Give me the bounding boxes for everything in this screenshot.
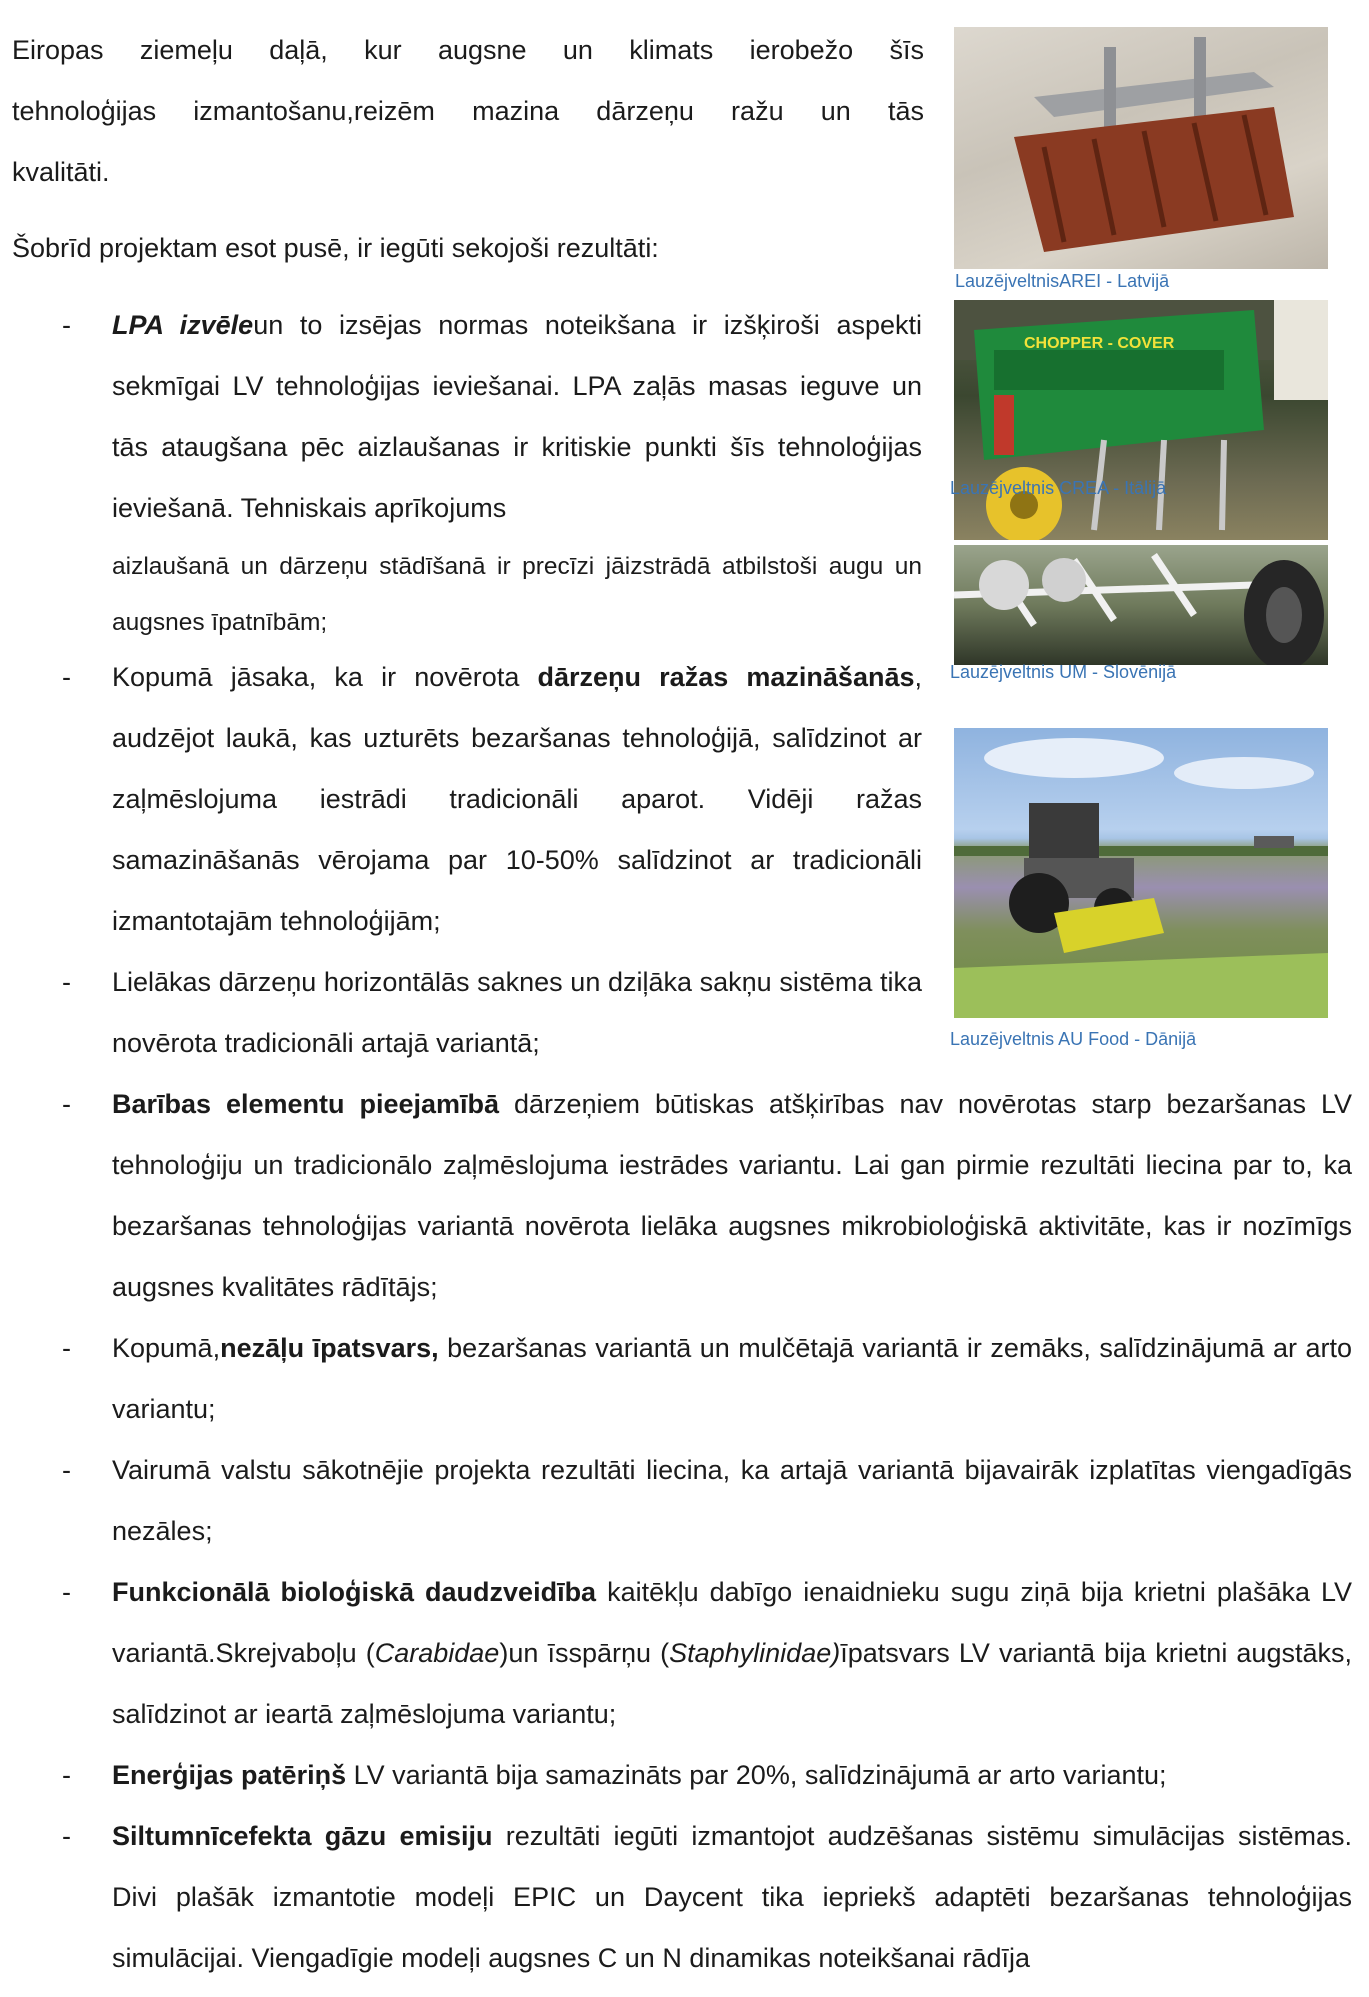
item-text: bezaršanas variantā un mulčētajā variantā ir zemāks, salīdzinājumā ar arto variantu;	[112, 1333, 1352, 1424]
photo-um-roller	[954, 545, 1328, 665]
item-text: )un īsspārņu (	[499, 1638, 670, 1668]
item-text: rezultāti iegūti izmantojot audzēšanas sistēmu simulācijas sistēmas. Divi plašāk izmantotie modeļi EPIC un Daycent tika iepriekš adaptēti bezaršanas tehnoloģijas simulācijai. Viengadīgie modeļi augsnes C un N dinamikas noteikšanai rādīja	[112, 1821, 1352, 1973]
list-dash: -	[62, 967, 71, 997]
roller-illustration	[954, 27, 1328, 269]
bold-term: Siltumnīcefekta gāzu emisiju	[112, 1821, 493, 1851]
item-text: kaitēkļu dabīgo ienaidnieku sugu ziņā bija krietni plašāka LV variantā.Skrejvaboļu (	[112, 1577, 1352, 1668]
latin-name: Staphylinidae)	[669, 1638, 841, 1668]
list-item	[0, 1562, 1369, 1745]
list-item	[0, 1745, 1369, 1806]
intro-line-3: kvalitāti.	[12, 157, 110, 187]
item-text: Lielākas dārzeņu horizontālās saknes un dziļāka sakņu sistēma tika novērota tradicionāli artajā variantā;	[112, 967, 922, 1058]
results-lead: Šobrīd projektam esot pusē, ir iegūti sekojoši rezultāti:	[12, 233, 659, 263]
item-text: LV variantā bija samazināts par 20%, salīdzinājumā ar arto variantu;	[346, 1760, 1167, 1790]
photo-caption: LauzējveltnisAREI - Latvijā	[955, 271, 1170, 291]
bold-term: dārzeņu ražas mazināšanās	[537, 662, 915, 692]
list-dash: -	[62, 1577, 71, 1607]
item-text: Vairumā valstu sākotnējie projekta rezultāti liecina, ka artajā variantā bijavairāk izplatītas viengadīgās nezāles;	[112, 1455, 1352, 1546]
list-item	[0, 1440, 1369, 1562]
list-dash: -	[62, 1333, 71, 1363]
list-dash: -	[62, 310, 71, 340]
intro-paragraph	[12, 20, 924, 203]
list-dash: -	[62, 1089, 71, 1119]
list-dash: -	[62, 1821, 71, 1851]
bold-term: Enerģijas patēriņš	[112, 1760, 347, 1790]
tractor-illustration	[954, 728, 1328, 1018]
photo-crea-chopper	[954, 300, 1328, 540]
intro-line-2: tehnoloģijas izmantošanu,reizēm mazina dārzeņu ražu un tās	[12, 96, 924, 126]
item-text: Kopumā jāsaka, ka ir novērota	[112, 662, 538, 692]
latin-name: Carabidae	[374, 1638, 500, 1668]
photo-au-tractor	[954, 728, 1328, 1018]
chopper-illustration	[954, 300, 1328, 540]
photo-caption: Lauzējveltnis CREA - Itālijā	[950, 478, 1167, 498]
photo-arei-roller	[954, 27, 1328, 269]
intro-line-1: Eiropas ziemeļu daļā, kur augsne un klimats ierobežo šīs	[12, 35, 924, 65]
list-item	[0, 1806, 1369, 1989]
photo-caption: Lauzējveltnis AU Food - Dānijā	[950, 1029, 1197, 1049]
item-text: dārzeņiem būtiskas atšķirības nav novērotas starp bezaršanas LV tehnoloģiju un tradicionālo zaļmēslojuma iestrādes variantu. Lai gan pirmie rezultāti liecina par to, ka bezaršanas tehnoloģijas variantā novērota lielāka augsnes mikrobioloģiskā aktivitāte, kas ir nozīmīgs augsnes kvalitātes rādītājs;	[112, 1089, 1352, 1302]
item-text: , audzējot laukā, kas uzturēts bezaršanas tehnoloģijā, salīdzinot ar zaļmēslojuma iestrādi tradicionāli aparot. Vidēji ražas samazināšanās vērojama par 10-50% salīdzinot ar tradicionāli izmantotajām tehnoloģijām;	[112, 662, 922, 936]
list-dash: -	[62, 1455, 71, 1485]
item-text-small: aizlaušanā un dārzeņu stādīšanā ir precīzi jāizstrādā atbilstoši augu un augsnes īpatnībām;	[112, 553, 922, 636]
bold-term: Funkcionālā bioloģiskā daudzveidība	[112, 1577, 597, 1607]
list-dash: -	[62, 662, 71, 692]
bold-term: Barības elementu pieejamībā	[112, 1089, 500, 1119]
um-roller-illustration	[954, 545, 1328, 665]
photo-caption: Lauzējveltnis UM - Slovēnijā	[950, 662, 1177, 682]
list-dash: -	[62, 1760, 71, 1790]
bold-term: nezāļu īpatsvars,	[220, 1333, 439, 1363]
machine-label: CHOPPER - COVER	[1024, 335, 1175, 352]
item-text: īpatsvars LV variantā bija krietni augstāks, salīdzinot ar ieartā zaļmēslojuma variantu;	[112, 1638, 1352, 1729]
bold-term: LPA izvēle	[112, 310, 254, 340]
list-item	[0, 1074, 1369, 1318]
list-item	[0, 1318, 1369, 1440]
item-text: un to izsējas normas noteikšana ir izšķiroši aspekti sekmīgai LV tehnoloģijas ieviešanai. LPA zaļās masas ieguve un tās ataugšana pēc aizlaušanas ir kritiskie punkti šīs tehnoloģijas ieviešanā. Tehniskais aprīkojums	[112, 310, 922, 523]
item-text: Kopumā,	[112, 1333, 221, 1363]
